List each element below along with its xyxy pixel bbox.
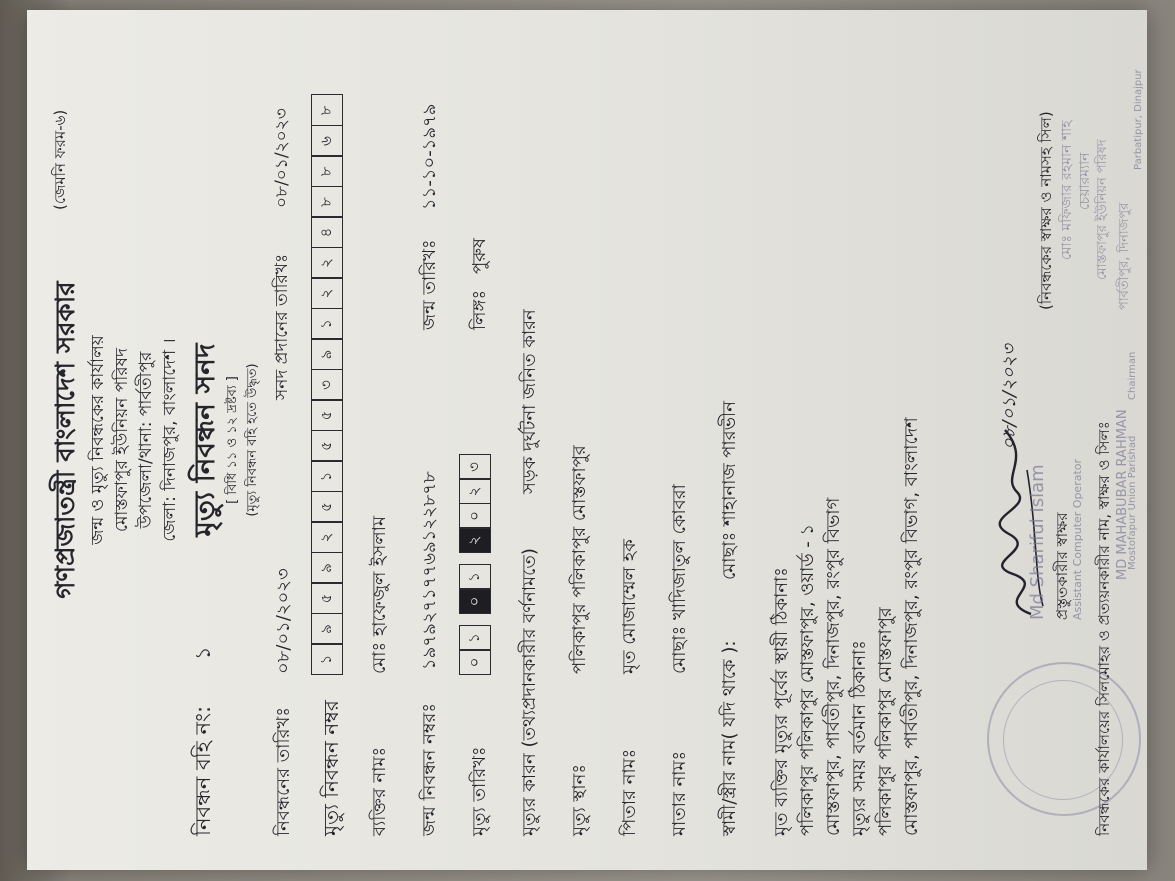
person-name-label: ব্যক্তির নামঃ [369, 746, 390, 836]
spouse-name-value: মোছাঃ শাহানাজ পারভীন [719, 401, 740, 580]
registration-date-value: ০৮/০১/২০২৩ [273, 568, 294, 674]
death-cause-value: সড়ক দুর্ঘটনা জনিত কারন [519, 309, 540, 494]
source-note: (মৃত্যু নিবন্ধন বহি হতে উদ্ধৃত) [245, 363, 260, 517]
death-cause-label: মৃত্যুর কারন (তথ্যপ্রদানকারীর বর্ণনামতে) [519, 548, 540, 836]
reg-digit: ৮ [311, 95, 343, 127]
register-book-label: নিবন্ধন বহি নং: [191, 705, 215, 836]
reg-digit: ২ [311, 247, 343, 279]
death-date-boxes [459, 454, 491, 674]
gender-value: পুরুষ [469, 238, 490, 274]
registrar-union-bn: মোস্তফাপুর ইউনিয়ন পরিষদ [1095, 139, 1110, 280]
reg-digit: ৩ [311, 369, 343, 401]
rule-reference: [ বিধি ১১ ও ১২ দ্রষ্টব্য ] [225, 376, 240, 504]
reg-digit: ৪ [311, 217, 343, 249]
reg-digit: ৬ [311, 125, 343, 157]
register-book-value: ১ [191, 646, 215, 660]
signature-date: ০৮/০১/২০২৩ [999, 344, 1020, 450]
form-label: (জেমনি ফরম-৬) [51, 109, 69, 210]
reg-digit: ৫ [311, 491, 343, 523]
reg-digit: ৫ [311, 430, 343, 462]
reg-digit: ৯ [311, 613, 343, 645]
preparer-label: প্রস্তুতকারীর স্বাক্ষর [1053, 512, 1071, 620]
date-digit: ০ [459, 650, 491, 676]
registrar-union-en: Mostofapur Union Parishad [1127, 435, 1138, 570]
upazila-line: উপজেলা/থানা: পার্বতীপুর [136, 351, 156, 529]
mother-name-label: মাতার নামঃ [669, 750, 690, 836]
date-digit: ৩ [459, 454, 491, 480]
date-digit: ০ [459, 503, 491, 529]
office-line: জন্ম ও মৃত্যু নিবন্ধকের কার্যালয় [88, 335, 108, 545]
date-digit: ২ [459, 528, 491, 554]
registrar-name-bn: মোঃ মফিজার রহমান শাহ [1059, 120, 1075, 260]
registrar-post-bn: চেয়ারম্যান [1077, 152, 1093, 210]
date-digit: ১ [459, 564, 491, 590]
district-line: জেলা: দিনাজপুর, বাংলাদেশ । [160, 338, 180, 542]
death-place-label: মৃত্যু স্থানঃ [569, 764, 590, 836]
government-heading: গণপ্রজাতন্ত্রী বাংলাদেশ সরকার [51, 281, 81, 599]
permanent-address-line2: মোস্তফাপুর, পার্বতীপুর, দিনাজপুর, রংপুর বিভাগ [823, 497, 844, 836]
death-place-value: পলিকাপুর পলিকাপুর মোস্তফাপুর [569, 445, 590, 674]
reg-digit: ১ [311, 308, 343, 340]
certificate-title: মৃত্যু নিবন্ধন সনদ [188, 343, 221, 537]
birth-date-value: ১১-১০-১৯৭৯ [419, 103, 440, 210]
reg-digit: ৯ [311, 339, 343, 371]
preparer-title: Assistant Computer Operator [1071, 458, 1084, 620]
death-reg-number-label: মৃত্যু নিবন্ধন নম্বর [319, 700, 343, 836]
registration-date-label: নিবন্ধনের তারিখঃ [273, 707, 294, 836]
date-digit: ২ [459, 479, 491, 505]
spouse-name-label: স্বামী/স্ত্রীর নাম( যদি থাকে ): [719, 640, 740, 836]
death-date-label: মৃত্যু তারিখঃ [469, 746, 490, 836]
registrar-area-bn: পার্বতীপুর, দিনাজপুর [1117, 202, 1132, 310]
death-reg-number-boxes [311, 95, 343, 675]
present-address-line1: পলিকাপুর পলিকাপুর মোস্তফাপুর [875, 607, 896, 836]
union-line: মোস্তফাপুর ইউনিয়ন পরিষদ [112, 348, 132, 532]
reg-digit: ৯ [311, 552, 343, 584]
person-name-value: মোঃ হাফেজুল ইসলাম [369, 515, 390, 674]
present-address-label: মৃত্যুর সময় বর্তমান ঠিকানাঃ [849, 640, 870, 836]
registrar-area-en: Parbatipur, Dinajpur [1133, 69, 1144, 170]
issue-date-value: ০৮/০১/২০২৩ [272, 108, 292, 208]
birth-reg-number-value: ১৯৭৯২৭১৭৭৬৯১২২৮৭৮ [419, 471, 440, 670]
birth-reg-number-label: জন্ম নিবন্ধন নম্বরঃ [419, 703, 440, 836]
father-name-label: পিতার নামঃ [619, 748, 640, 836]
permanent-address-label: মৃত ব্যক্তির মৃত্যুর পূর্বের স্থায়ী ঠিকানাঃ [771, 567, 792, 836]
reg-digit: ৮ [311, 156, 343, 188]
date-digit: ০ [459, 589, 491, 615]
registrar-post-en: Chairman [1127, 351, 1138, 400]
birth-date-label: জন্ম তারিখঃ [419, 239, 440, 330]
reg-digit: ১ [311, 461, 343, 493]
verifier-line: নিবন্ধকের কার্যালয়ের সিলমোহর ও প্রত্যয়নকারীর নাম, স্বাক্ষর ও সিলঃ [1095, 421, 1113, 836]
registrar-signature-label: (নিবন্ধকের স্বাক্ষর ও নামসহ সিল) [1037, 111, 1055, 310]
registrar-name-en: MD MAHABUBAR RAHMAN [1115, 409, 1130, 580]
mother-name-value: মোছাঃ খাদিজাতুল কোবরা [669, 484, 690, 674]
reg-digit: ১ [311, 644, 343, 676]
reg-digit: ২ [311, 522, 343, 554]
preparer-name: Md Shariful Islam [1027, 464, 1048, 620]
date-digit: ১ [459, 625, 491, 651]
reg-digit: ২ [311, 278, 343, 310]
issue-date-label: সনদ প্রদানের তারিখঃ [272, 253, 292, 400]
present-address-line2: মোস্তফাপুর, পার্বতীপুর, দিনাজপুর, রংপুর বিভাগ, বাংলাদেশ [901, 417, 922, 836]
reg-digit: ৫ [311, 400, 343, 432]
gender-label: লিঙ্গঃ [469, 289, 490, 330]
death-certificate-paper [27, 10, 1147, 870]
reg-digit: ৮ [311, 186, 343, 218]
father-name-value: মৃত মোজাম্মেল হক [619, 539, 640, 674]
permanent-address-line1: পলিকাপুর পলিকাপুর মোস্তফাপুর, ওয়ার্ড - ১ [797, 523, 818, 836]
reg-digit: ৫ [311, 583, 343, 615]
